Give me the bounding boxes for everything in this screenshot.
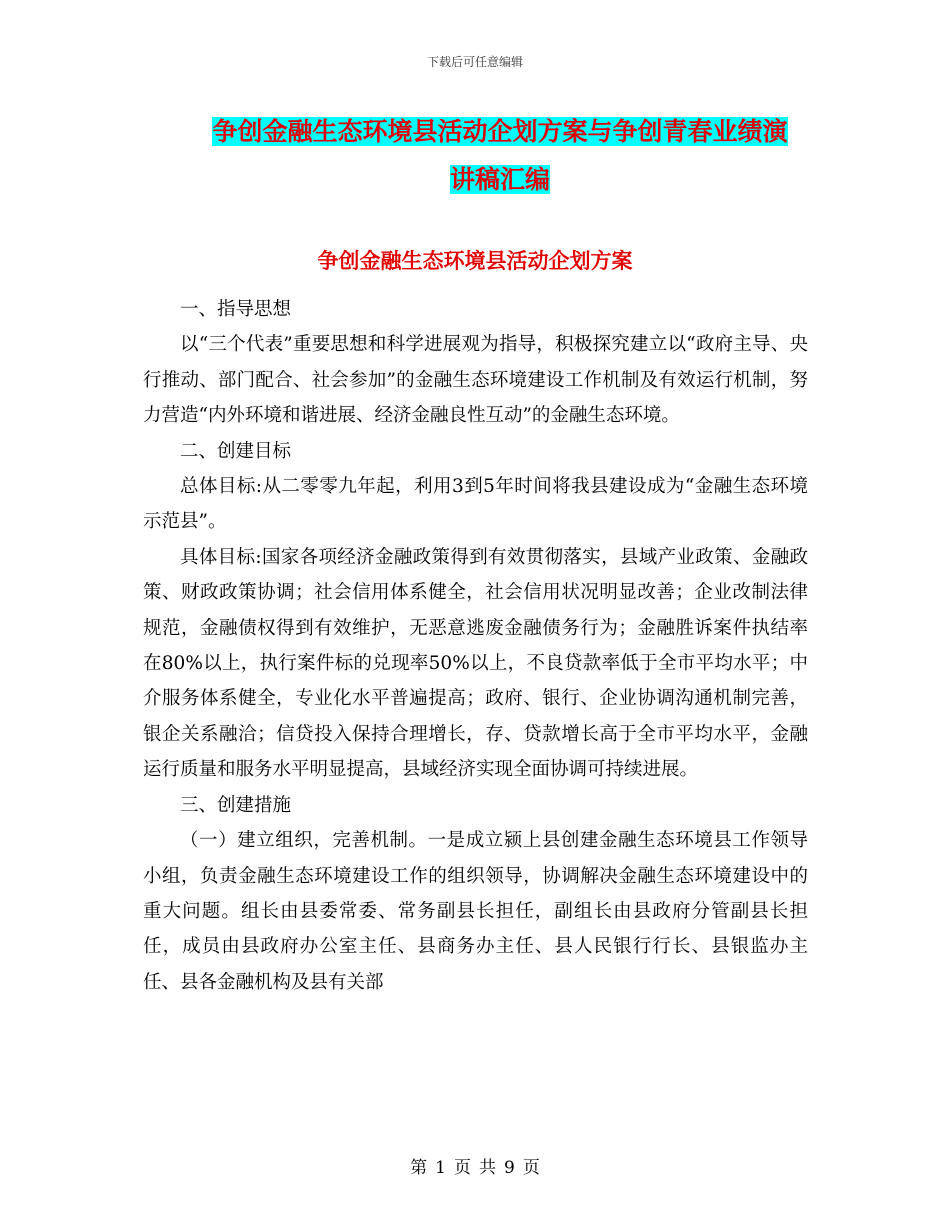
document-title-line-2: 讲稿汇编: [449, 165, 550, 194]
section-title: 争创金融生态环境县活动企划方案: [317, 249, 633, 273]
footer-page-prefix: 第: [410, 1158, 428, 1178]
page-footer: [0, 1153, 950, 1178]
footer-page-number: 1: [435, 1158, 446, 1178]
header-note: 下载后可任意编辑: [426, 55, 523, 69]
paragraph-specific-goals: 具体目标:国家各项经济金融政策得到有效贯彻落实，县域产业政策、金融政策、财政政策协调；社会信用体系健全，社会信用状况明显改善；企业改制法律规范，金融债权得到有效维护，无恶意逃废金融债务行为；金融胜诉案件执结率在80%以上，执行案件标的兑现率50%以上，不良贷款率低于全市平均水平；中介服务体系健全，专业化水平普遍提高；政府、银行、企业协调沟通机制完善，银企关系融洽；信贷投入保持合理增长，存、贷款增长高于全市平均水平，金融运行质量和服务水平明显提高，县域经济实现全面协调可持续进展。: [143, 546, 808, 781]
footer-total-pages: 9: [504, 1158, 515, 1178]
heading-guiding-ideology: 一、指导思想: [180, 299, 292, 320]
document-title: [190, 108, 810, 204]
heading-measures: 三、创建措施: [180, 794, 292, 816]
document-body: [143, 292, 808, 1000]
footer-total-unit: 页: [522, 1158, 540, 1178]
heading-goals: 二、创建目标: [180, 440, 292, 462]
footer-page-unit: 页: [454, 1158, 471, 1178]
paragraph-measures-1: （一）建立组织，完善机制。一是成立颍上县创建金融生态环境县工作领导小组，负责金融生态环境建设工作的组织领导，协调解决金融生态环境建设中的重大问题。组长由县委常委、常务副县长担任，副组长由县政府分管副县长担任，成员由县政府办公室主任、县商务办主任、县人民银行行长、县银监办主任、县各金融机构及县有关部: [143, 830, 808, 993]
footer-total-prefix: 共: [479, 1158, 496, 1178]
paragraph-overall-goal: 总体目标:从二零零九年起，利用3到5年时间将我县建设成为“金融生态环境示范县”。: [143, 476, 808, 533]
paragraph-guiding-ideology: 以“三个代表”重要思想和科学进展观为指导，积极探究建立以“政府主导、央行推动、部门配合、社会参加”的金融生态环境建设工作机制及有效运行机制，努力营造“内外环境和谐进展、经济金融良性互动”的金融生态环境。: [143, 334, 808, 427]
document-title-line-1: 争创金融生态环境县活动企划方案与争创青春业绩演: [212, 117, 788, 146]
